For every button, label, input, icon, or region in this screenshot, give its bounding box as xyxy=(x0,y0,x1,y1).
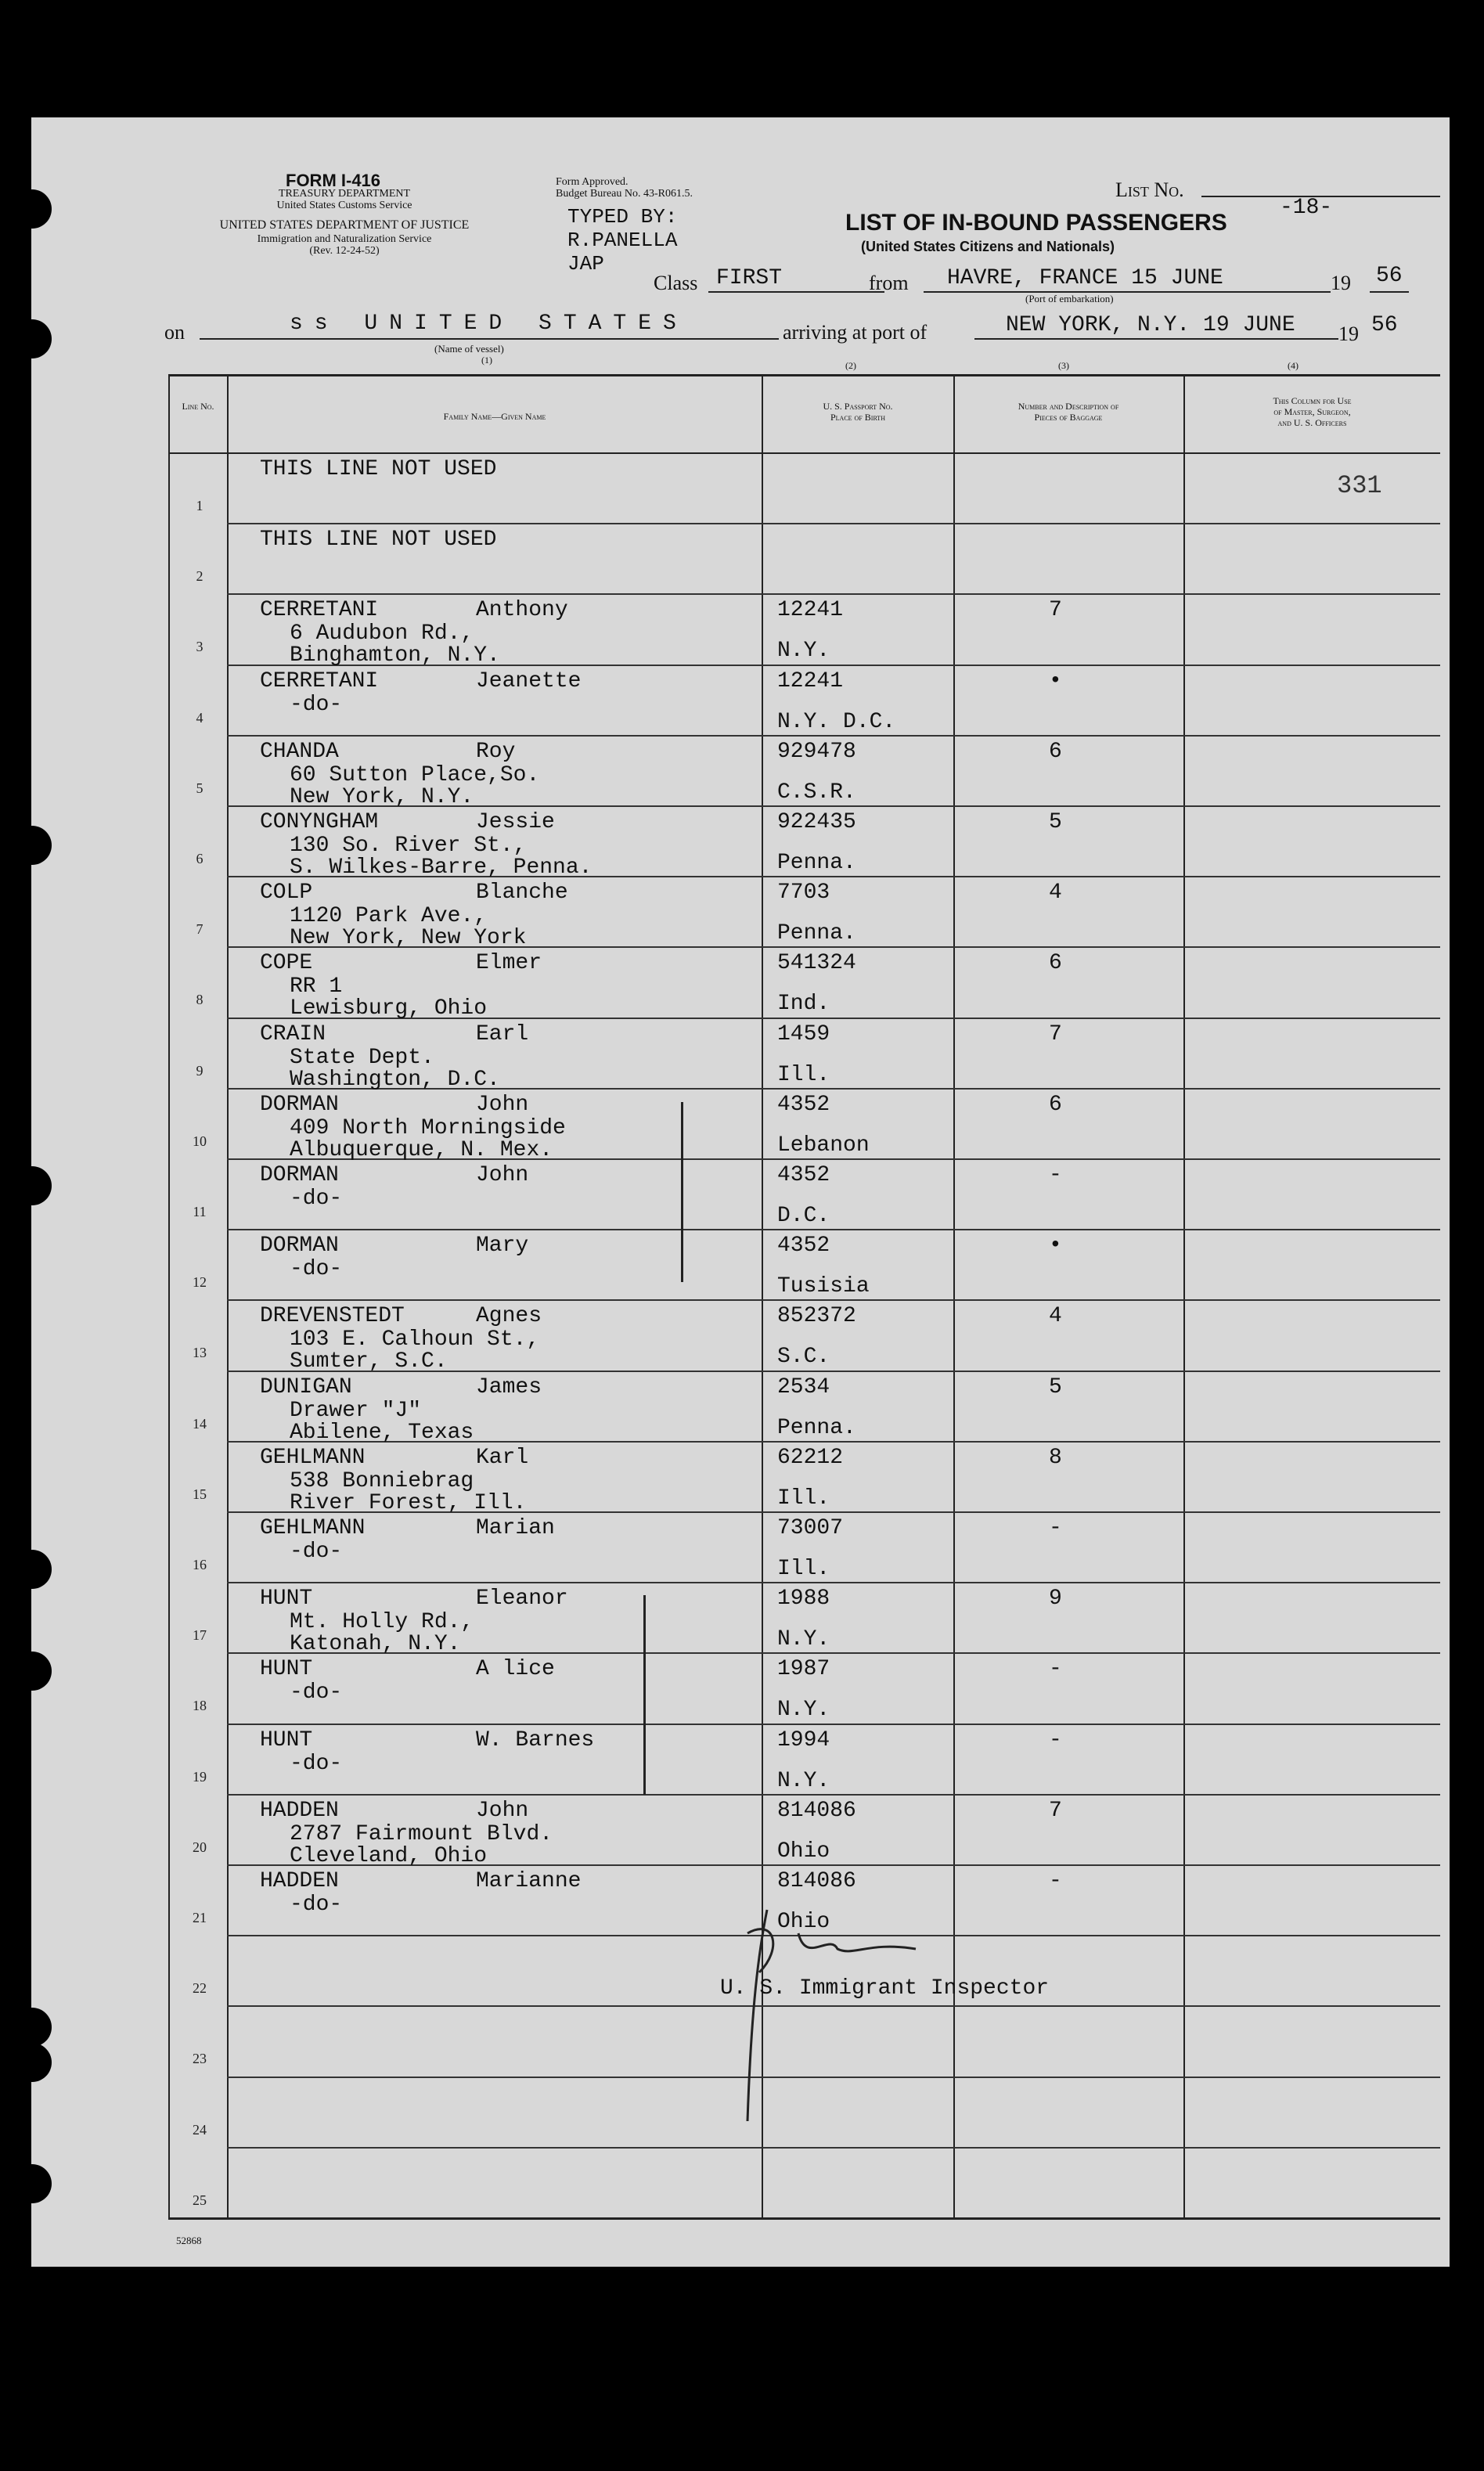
family-name: THIS LINE NOT USED xyxy=(260,528,497,553)
form-number: FORM I-416 xyxy=(286,171,381,190)
passport-number: 1987 xyxy=(777,1657,830,1682)
given-name: Roy xyxy=(476,739,516,764)
family-name: CHANDA xyxy=(260,739,339,764)
address-line-1: 103 E. Calhoun St., xyxy=(290,1327,540,1353)
place-of-birth: N.Y. xyxy=(777,1768,830,1793)
family-name: DREVENSTEDT xyxy=(260,1304,405,1329)
given-name: Anthony xyxy=(476,598,568,623)
passport-number: 1459 xyxy=(777,1021,830,1046)
given-name: Marianne xyxy=(476,1869,582,1893)
address-line-2: Katonah, N.Y. xyxy=(290,1632,461,1657)
line-number: 8 xyxy=(196,992,204,1008)
passport-number: 2534 xyxy=(777,1374,830,1399)
passport-number: 1994 xyxy=(777,1727,830,1752)
family-name: DUNIGAN xyxy=(260,1374,352,1399)
punch-hole xyxy=(13,1166,52,1205)
line-number: 1 xyxy=(196,498,204,513)
address-line-2: Binghamton, N.Y. xyxy=(290,643,500,668)
address-line-1: 2787 Fairmount Blvd. xyxy=(290,1821,553,1846)
place-of-birth: S.C. xyxy=(777,1345,830,1370)
list-title: LIST OF IN-BOUND PASSENGERS xyxy=(845,210,1227,236)
family-name: GEHLMANN xyxy=(260,1445,366,1470)
line-number: 18 xyxy=(193,1698,207,1714)
given-name: A lice xyxy=(476,1657,555,1682)
baggage-count: 7 xyxy=(1049,1798,1062,1823)
address-line-1: -do- xyxy=(290,1540,343,1564)
baggage-count: - xyxy=(1049,1869,1062,1893)
address-line-2: Sumter, S.C. xyxy=(290,1349,448,1374)
family-name: HUNT xyxy=(260,1727,313,1752)
place-of-birth: Ohio xyxy=(777,1839,830,1864)
place-of-birth: N.Y. D.C. xyxy=(777,709,896,734)
agency-service: Immigration and Naturalization Service xyxy=(257,233,432,245)
passport-number: 814086 xyxy=(777,1869,856,1893)
inspector-label: U. S. Immigrant Inspector xyxy=(720,1976,1050,2001)
family-name: CERRETANI xyxy=(260,668,379,693)
given-name: John xyxy=(476,1163,529,1187)
family-name: DORMAN xyxy=(260,1092,339,1117)
row-separator xyxy=(227,1794,1440,1796)
passport-number: 1988 xyxy=(777,1587,830,1612)
address-line-2: Albuquerque, N. Mex. xyxy=(290,1137,553,1162)
line-number: 25 xyxy=(193,2192,207,2208)
punch-hole xyxy=(13,1652,52,1691)
address-line-2: Cleveland, Ohio xyxy=(290,1843,488,1868)
family-name: DORMAN xyxy=(260,1163,339,1187)
inspector-signature xyxy=(712,1902,971,2137)
line-number: 24 xyxy=(193,2121,207,2138)
baggage-count: 6 xyxy=(1049,1092,1062,1117)
line-number: 19 xyxy=(193,1768,207,1785)
line-number: 2 xyxy=(196,568,204,585)
address-line-2: S. Wilkes-Barre, Penna. xyxy=(290,855,593,880)
given-name: Earl xyxy=(476,1021,529,1046)
place-of-birth: Lebanon xyxy=(777,1133,870,1158)
address-line-1: 1120 Park Ave., xyxy=(290,904,488,929)
passport-number: 929478 xyxy=(777,739,856,764)
family-name: DORMAN xyxy=(260,1234,339,1259)
list-no: -18- xyxy=(1280,196,1333,220)
vessel-label: (Name of vessel) xyxy=(434,343,504,355)
given-name: Blanche xyxy=(476,881,568,906)
passport-number: 922435 xyxy=(777,810,856,834)
place-of-birth: N.Y. xyxy=(777,1627,830,1652)
arrival-year-suffix: 56 xyxy=(1371,313,1398,337)
typist-name: R.PANELLA xyxy=(567,229,678,252)
agency: UNITED STATES DEPARTMENT OF JUSTICE xyxy=(219,218,470,232)
port-label: (Port of embarkation) xyxy=(1025,293,1114,304)
line-number: 21 xyxy=(193,1910,207,1925)
document-page xyxy=(31,117,1450,2267)
address-line-1: 130 So. River St., xyxy=(290,834,527,858)
baggage-count: 4 xyxy=(1049,881,1062,906)
family-name: COPE xyxy=(260,951,313,976)
address-line-1: -do- xyxy=(290,1751,343,1776)
address-line-1: 60 Sutton Place,So. xyxy=(290,762,540,787)
col-3-num: (3) xyxy=(1058,360,1069,371)
address-line-1: -do- xyxy=(290,1680,343,1706)
from-value: HAVRE, FRANCE 15 JUNE xyxy=(947,266,1223,290)
place-of-birth: N.Y. xyxy=(777,639,830,664)
line-number: 3 xyxy=(196,639,204,655)
header-baggage: Number and Description of Pieces of Baggage xyxy=(1018,401,1119,423)
baggage-count: 6 xyxy=(1049,951,1062,976)
on-label: on xyxy=(164,321,185,344)
list-subtitle: (United States Citizens and Nationals) xyxy=(861,239,1115,254)
line-number: 15 xyxy=(193,1486,207,1502)
passport-number: 4352 xyxy=(777,1092,830,1117)
punch-hole xyxy=(13,319,52,358)
place-of-birth: Ill. xyxy=(777,1557,830,1581)
passport-number: 852372 xyxy=(777,1304,856,1329)
form-approved: Form Approved. xyxy=(556,176,629,188)
passport-number: 7703 xyxy=(777,881,830,906)
row-separator xyxy=(227,1724,1440,1725)
baggage-count: 9 xyxy=(1049,1587,1062,1612)
family-name: GEHLMANN xyxy=(260,1516,366,1540)
address-line-1: 409 North Morningside xyxy=(290,1115,566,1140)
place-of-birth: Penna. xyxy=(777,851,856,875)
line-number: 12 xyxy=(193,1274,207,1291)
punch-hole xyxy=(13,2008,52,2047)
row-separator xyxy=(227,593,1440,595)
address-line-1: -do- xyxy=(290,1893,343,1917)
line-number: 16 xyxy=(193,1557,207,1572)
address-line-1: Drawer "J" xyxy=(290,1398,422,1423)
punch-hole xyxy=(13,826,52,865)
header-officers: This Column for Use of Master, Surgeon, and U. S. Officers xyxy=(1273,395,1352,428)
line-number: 10 xyxy=(193,1133,207,1149)
given-name: John xyxy=(476,1092,529,1117)
given-name: Mary xyxy=(476,1234,529,1259)
given-name: Karl xyxy=(476,1445,529,1470)
baggage-count: 7 xyxy=(1049,598,1062,623)
row-separator xyxy=(227,1299,1440,1301)
address-line-1: State Dept. xyxy=(290,1045,434,1070)
col-2-num: (2) xyxy=(845,360,856,371)
place-of-birth: C.S.R. xyxy=(777,780,856,805)
given-name: James xyxy=(476,1374,542,1399)
place-of-birth: Tusisia xyxy=(777,1274,870,1299)
passport-number: 4352 xyxy=(777,1163,830,1187)
row-separator xyxy=(227,1582,1440,1583)
baggage-count: 4 xyxy=(1049,1304,1062,1329)
baggage-count: - xyxy=(1049,1516,1062,1540)
row-separator xyxy=(227,735,1440,737)
header-family-name: Family Name—Given Name xyxy=(443,411,546,422)
col-4-num: (4) xyxy=(1288,360,1298,371)
given-name: Elmer xyxy=(476,951,542,976)
place-of-birth: Penna. xyxy=(777,921,856,946)
address-line-1: -do- xyxy=(290,1257,343,1282)
given-name: Jessie xyxy=(476,810,555,834)
vessel-name: ss UNITED STATES xyxy=(290,312,688,336)
passport-number: 12241 xyxy=(777,668,844,693)
place-of-birth: D.C. xyxy=(777,1204,830,1228)
address-line-1: -do- xyxy=(290,1187,343,1211)
col-1-num: (1) xyxy=(481,355,492,366)
line-number: 4 xyxy=(196,709,204,726)
place-of-birth: Penna. xyxy=(777,1415,856,1440)
punch-hole xyxy=(13,189,52,229)
row-separator xyxy=(227,1229,1440,1230)
passport-number: 73007 xyxy=(777,1516,844,1540)
list-no-label: List No. xyxy=(1115,178,1184,201)
header-passport: U. S. Passport No. Place of Birth xyxy=(823,401,893,423)
given-name: W. Barnes xyxy=(476,1727,595,1752)
baggage-count: • xyxy=(1049,1234,1062,1259)
family-name: HUNT xyxy=(260,1587,313,1612)
passport-number: 541324 xyxy=(777,951,856,976)
address-line-1: 538 Bonniebrag xyxy=(290,1468,474,1493)
line-number: 22 xyxy=(193,1980,207,1997)
line-number: 5 xyxy=(196,780,204,796)
page-stamp: 331 xyxy=(1337,471,1382,500)
arriving-label: arriving at port of xyxy=(783,321,928,344)
punch-hole xyxy=(13,1550,52,1589)
line-number: 6 xyxy=(196,851,204,866)
baggage-count: • xyxy=(1049,668,1062,693)
family-name: THIS LINE NOT USED xyxy=(260,457,497,481)
class-label: Class xyxy=(654,272,698,294)
punch-hole xyxy=(13,2164,52,2203)
given-name: Marian xyxy=(476,1516,555,1540)
family-name: CONYNGHAM xyxy=(260,810,379,834)
address-line-2: Lewisburg, Ohio xyxy=(290,996,488,1021)
class-value: FIRST xyxy=(716,266,783,290)
baggage-count: - xyxy=(1049,1727,1062,1752)
address-line-2: New York, New York xyxy=(290,926,527,951)
line-number: 11 xyxy=(193,1204,207,1219)
place-of-birth: Ill. xyxy=(777,1062,830,1087)
row-separator xyxy=(227,523,1440,524)
year-suffix: 56 xyxy=(1376,264,1403,288)
department: TREASURY DEPARTMENT xyxy=(278,188,411,200)
address-line-1: -do- xyxy=(290,692,343,717)
given-name: Agnes xyxy=(476,1304,542,1329)
year-prefix: 19 xyxy=(1331,272,1351,294)
typist-initials: JAP xyxy=(567,252,604,276)
baggage-count: 5 xyxy=(1049,1374,1062,1399)
row-separator xyxy=(227,2147,1440,2149)
place-of-birth: Ind. xyxy=(777,992,830,1017)
family-name: HUNT xyxy=(260,1657,313,1682)
baggage-count: 7 xyxy=(1049,1021,1062,1046)
line-number: 23 xyxy=(193,2051,207,2067)
line-number: 20 xyxy=(193,1839,207,1855)
place-of-birth: N.Y. xyxy=(777,1698,830,1723)
family-name: HADDEN xyxy=(260,1798,339,1823)
budget-bureau: Budget Bureau No. 43-R061.5. xyxy=(556,188,693,200)
address-line-1: Mt. Holly Rd., xyxy=(290,1610,474,1635)
family-name: HADDEN xyxy=(260,1869,339,1893)
line-number: 9 xyxy=(196,1062,204,1079)
place-of-birth: Ohio xyxy=(777,1910,830,1934)
given-name: John xyxy=(476,1798,529,1823)
revision: (Rev. 12-24-52) xyxy=(309,245,380,257)
baggage-count: 6 xyxy=(1049,739,1062,764)
address-line-1: RR 1 xyxy=(290,974,343,1000)
given-name: Jeanette xyxy=(476,668,582,693)
address-line-1: 6 Audubon Rd., xyxy=(290,621,474,647)
address-line-2: River Forest, Ill. xyxy=(290,1490,527,1515)
line-number: 14 xyxy=(193,1415,207,1432)
from-label: from xyxy=(869,272,909,294)
arrival-port: NEW YORK, N.Y. 19 JUNE xyxy=(1006,313,1295,337)
baggage-count: 8 xyxy=(1049,1445,1062,1470)
family-name: COLP xyxy=(260,881,313,906)
passport-number: 4352 xyxy=(777,1234,830,1259)
baggage-count: 5 xyxy=(1049,810,1062,834)
arrival-year-prefix: 19 xyxy=(1338,322,1359,345)
sub-service: United States Customs Service xyxy=(276,200,412,211)
baggage-count: - xyxy=(1049,1163,1062,1187)
address-line-2: Washington, D.C. xyxy=(290,1067,500,1092)
place-of-birth: Ill. xyxy=(777,1486,830,1511)
family-name: CRAIN xyxy=(260,1021,326,1046)
address-line-2: Abilene, Texas xyxy=(290,1420,474,1445)
passport-number: 12241 xyxy=(777,598,844,623)
address-line-2: New York, N.Y. xyxy=(290,784,474,809)
given-name: Eleanor xyxy=(476,1587,568,1612)
form-code: 52868 xyxy=(176,2235,202,2246)
header-line-no: Line No. xyxy=(182,401,214,412)
line-number: 7 xyxy=(196,921,204,938)
baggage-count: - xyxy=(1049,1657,1062,1682)
passport-number: 62212 xyxy=(777,1445,844,1470)
family-name: CERRETANI xyxy=(260,598,379,623)
punch-hole xyxy=(13,2043,52,2082)
typed-by: TYPED BY: xyxy=(567,205,678,229)
line-number: 13 xyxy=(193,1345,207,1361)
passport-number: 814086 xyxy=(777,1798,856,1823)
line-number: 17 xyxy=(193,1627,207,1644)
